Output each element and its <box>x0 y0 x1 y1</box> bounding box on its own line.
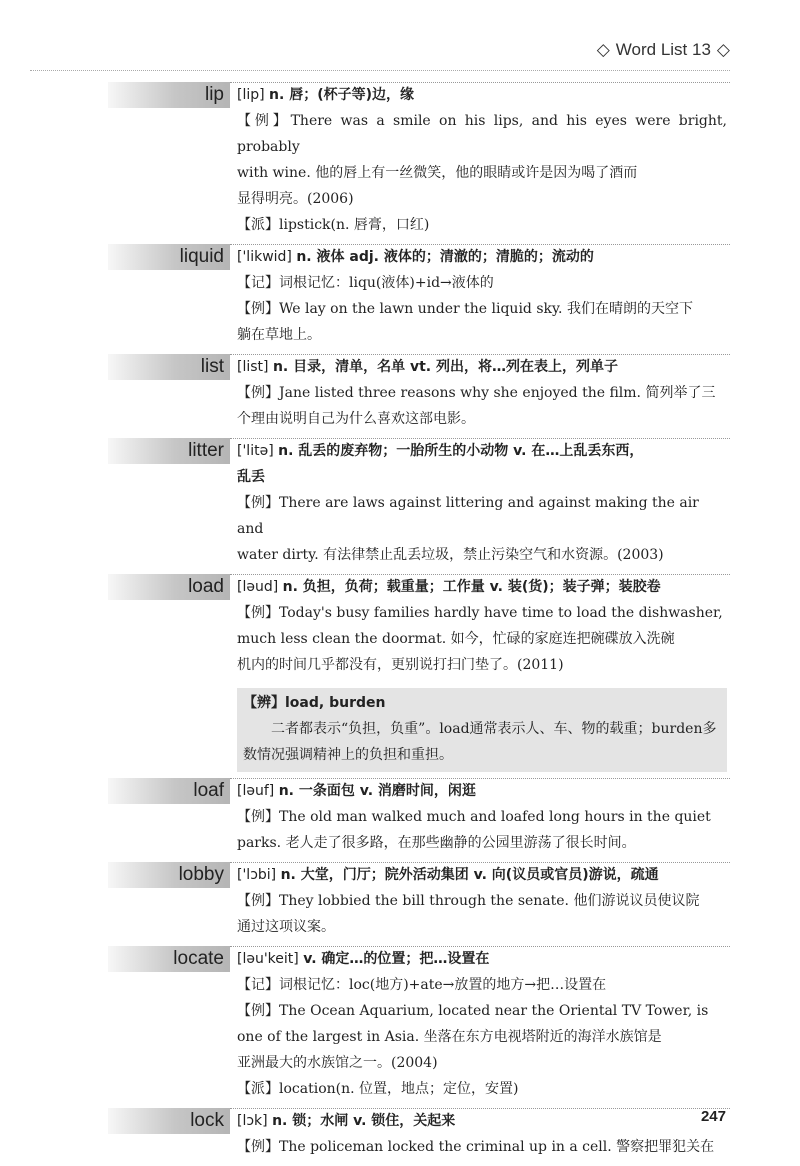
entry-line: 亚洲最大的水族馆之一。(2004) <box>237 1055 438 1071</box>
entry-line: 【记】词根记忆：liqu(液体)+id→液体的 <box>237 275 494 291</box>
phonetic: [list] <box>237 359 269 375</box>
definition: n. 负担，负荷；载重量；工作量 v. 装(货)；装子弹；装胶卷 <box>282 579 661 595</box>
entry-line: 【例】We lay on the lawn under the liquid sky. 我们在晴朗的天空下 <box>237 301 693 317</box>
entry-divider <box>230 244 730 245</box>
headword: list <box>108 354 230 380</box>
entry-liquid <box>0 244 800 348</box>
entry-line: 躺在草地上。 <box>237 327 321 343</box>
entry-divider <box>230 438 730 439</box>
entry-divider <box>230 354 730 355</box>
entry-lobby <box>0 862 800 940</box>
definition: n. 一条面包 v. 消磨时间，闲逛 <box>278 783 476 799</box>
entry-line: parks. 老人走了很多路，在那些幽静的公园里游荡了很长时间。 <box>237 835 636 851</box>
entry-line: 【派】location(n. 位置，地点；定位，安置) <box>237 1081 519 1097</box>
headword: lock <box>108 1108 230 1134</box>
definition: n. 液体 adj. 液体的；清澈的；清脆的；流动的 <box>296 249 594 265</box>
definition: v. 确定…的位置；把…设置在 <box>303 951 490 967</box>
entry-locate <box>0 946 800 1102</box>
headword: load <box>108 574 230 600</box>
header-divider <box>30 70 730 71</box>
headword: lobby <box>108 862 230 888</box>
definition: n. 乱丢的废弃物；一胎所生的小动物 v. 在…上乱丢东西， <box>278 443 644 459</box>
entry-line: 通过这项议案。 <box>237 919 335 935</box>
diamond-right-icon: ◇ <box>716 40 730 59</box>
headword: litter <box>108 438 230 464</box>
entry-line: water dirty. 有法律禁止乱丢垃圾，禁止污染空气和水资源。(2003) <box>237 547 664 563</box>
entry-line: 【例】Jane listed three reasons why she enjoyed the film. 简列举了三 <box>237 385 716 401</box>
entry-list-word <box>0 354 800 432</box>
phonetic: ['likwid] <box>237 249 292 265</box>
phonetic: ['lɔbi] <box>237 867 277 883</box>
entry-lip <box>0 82 800 238</box>
entry-list <box>0 82 800 1166</box>
note-title: 【辨】load, burden <box>243 695 386 711</box>
note-body: 二者都表示“负担，负重”。load通常表示人、车、物的载重；burden多数情况强调精神上的负担和重担。 <box>243 721 717 763</box>
entry-divider <box>230 946 730 947</box>
entry-divider <box>230 82 730 83</box>
definition: n. 目录，清单，名单 vt. 列出，将…列在表上，列单子 <box>272 359 618 375</box>
definition: n. 大堂，门厅；院外活动集团 v. 向(议员或官员)游说，疏通 <box>280 867 659 883</box>
headword: lip <box>108 82 230 108</box>
word-list-title: Word List 13 <box>615 40 711 59</box>
entry-lock <box>0 1108 800 1160</box>
phonetic: [ləu'keit] <box>237 951 299 967</box>
entry-line: 【例】Today's busy families hardly have time to load the dishwasher, <box>237 605 723 621</box>
entry-line: one of the largest in Asia. 坐落在东方电视塔附近的海洋水族馆是 <box>237 1029 662 1045</box>
entry-line: 【记】词根记忆：loc(地方)+ate→放置的地方→把…设置在 <box>237 977 607 993</box>
page-number: 247 <box>700 1108 726 1125</box>
entry-line: 【例】There was a smile on his lips, and his eyes were bright, probably <box>237 113 727 155</box>
entry-load <box>0 574 800 772</box>
phonetic: [lip] <box>237 87 265 103</box>
definition: n. 唇；(杯子等)边，缘 <box>269 87 415 103</box>
usage-note-box <box>237 688 727 772</box>
entry-line: 个理由说明自己为什么喜欢这部电影。 <box>237 411 475 427</box>
entry-line: 显得明亮。(2006) <box>237 191 354 207</box>
headword: liquid <box>108 244 230 270</box>
entry-loaf <box>0 778 800 856</box>
entry-line: 【例】The Ocean Aquarium, located near the Oriental TV Tower, is <box>237 1003 709 1019</box>
entry-litter <box>0 438 800 568</box>
definition: n. 锁；水闸 v. 锁住，关起来 <box>272 1113 456 1129</box>
entry-line: much less clean the doormat. 如今，忙碌的家庭连把碗碟放入洗碗 <box>237 631 675 647</box>
entry-divider <box>230 778 730 779</box>
entry-line: with wine. 他的唇上有一丝微笑，他的眼睛或许是因为喝了酒而 <box>237 165 638 181</box>
entry-line: 【例】There are laws against littering and against making the air and <box>237 495 699 537</box>
definition-continued: 乱丢 <box>237 469 265 485</box>
phonetic: [ləuf] <box>237 783 275 799</box>
entry-line: 机内的时间几乎都没有，更别说打扫门垫了。(2011) <box>237 657 564 673</box>
headword: loaf <box>108 778 230 804</box>
entry-line: 【派】lipstick(n. 唇膏，口红) <box>237 217 430 233</box>
entry-divider <box>230 862 730 863</box>
phonetic: ['litə] <box>237 443 274 459</box>
phonetic: [ləud] <box>237 579 279 595</box>
entry-divider <box>230 574 730 575</box>
entry-line: 【例】The old man walked much and loafed long hours in the quiet <box>237 809 711 825</box>
diamond-left-icon: ◇ <box>596 40 610 59</box>
page-header <box>597 40 730 60</box>
entry-line: 【例】They lobbied the bill through the senate. 他们游说议员使议院 <box>237 893 700 909</box>
headword: locate <box>108 946 230 972</box>
entry-divider <box>230 1108 730 1109</box>
entry-line: 【例】The policeman locked the criminal up in a cell. 警察把罪犯关在 <box>237 1139 715 1155</box>
phonetic: [lɔk] <box>237 1113 268 1129</box>
